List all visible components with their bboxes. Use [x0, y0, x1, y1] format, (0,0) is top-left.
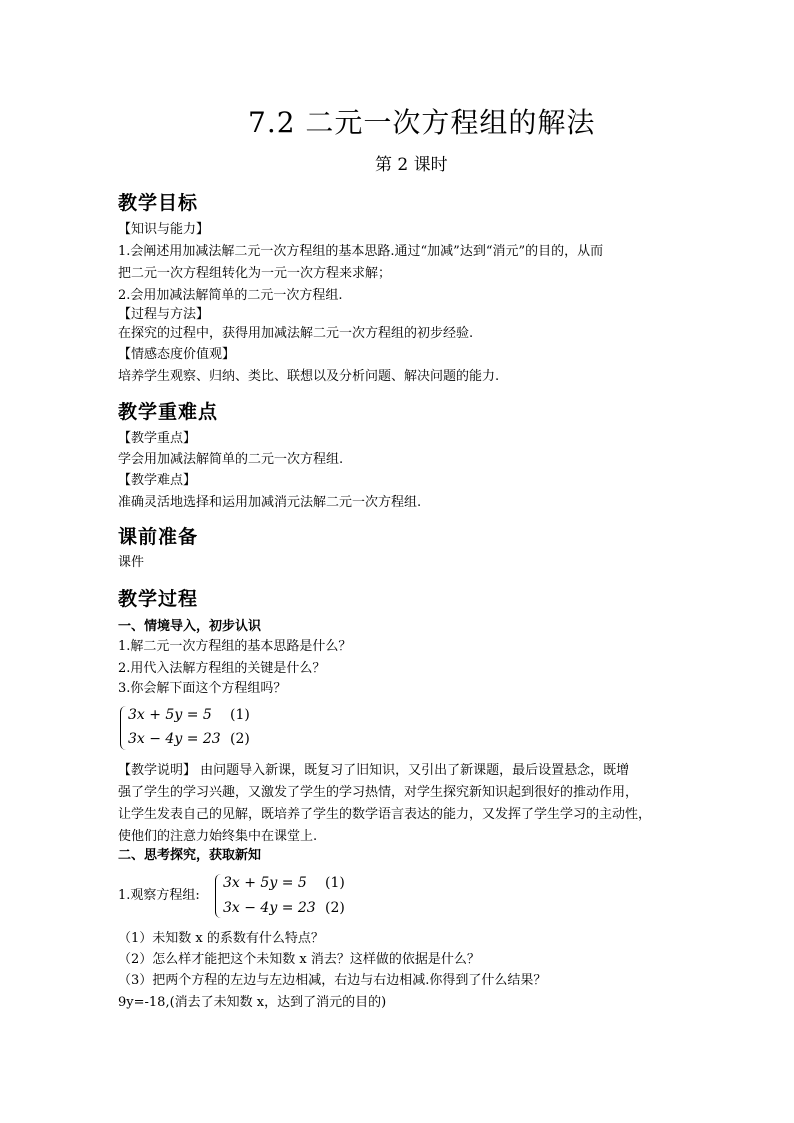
question-1: 1.解二元一次方程组的基本思路是什么？ — [118, 639, 352, 654]
sub-question-3: （3）把两个方程的左边与左边相减，右边与右边相减.你得到了什么结果？ — [118, 973, 547, 988]
emotion-text: 培养学生观察、归纳、类比、联想以及分析问题、解决问题的能力. — [118, 369, 500, 384]
section-heading-preparation: 课前准备 — [118, 526, 199, 548]
key-label: 【教学重点】 — [118, 431, 197, 446]
key-text: 学会用加减法解简单的二元一次方程组. — [118, 452, 344, 467]
question-3: 3.你会解下面这个方程组吗？ — [118, 681, 287, 696]
observe-tag-2: (2) — [325, 900, 345, 916]
observe-label: 1.观察方程组: — [118, 888, 200, 903]
part2-title: 二、思考探究，获取新知 — [118, 848, 262, 863]
result-line: 9y=-18,(消去了未知数 x，达到了消元的目的) — [118, 995, 387, 1010]
observe-equation-2: 3x − 4y = 23 — [223, 900, 316, 916]
system-brace-observe — [215, 874, 222, 918]
system-tag-2: (2) — [230, 731, 250, 747]
preparation-text: 课件 — [118, 555, 145, 570]
section-heading-key-points: 教学重难点 — [118, 401, 219, 423]
system-equation-2: 3x − 4y = 23 — [128, 731, 221, 747]
teaching-note-2: 强了学生的学习兴趣，又激发了学生的学习热情，对学生探究新知识起到很好的推动作用， — [118, 785, 639, 800]
observe-tag-1: (1) — [325, 875, 345, 891]
question-2: 2.用代入法解方程组的关键是什么？ — [118, 661, 326, 676]
equation-system — [118, 704, 318, 754]
section-heading-objectives: 教学目标 — [118, 192, 199, 214]
system-brace — [120, 706, 127, 750]
process-text: 在探究的过程中，获得用加减法解二元一次方程组的初步经验. — [118, 326, 474, 341]
teaching-note-text-1: 由问题导入新课，既复习了旧知识，又引出了新课题，最后设置悬念，既增 — [196, 763, 630, 778]
teaching-note-1 — [118, 762, 629, 780]
section-heading-process: 教学过程 — [118, 588, 199, 610]
sub-question-2: （2）怎么样才能把这个未知数 x 消去？这样做的依据是什么？ — [118, 952, 480, 967]
page-title: 7.2 二元一次方程组的解法 — [248, 106, 596, 139]
equation-system-observe — [213, 872, 453, 922]
knowledge-item-1a: 1.会阐述用加减法解二元一次方程组的基本思路.通过“加减”达到“消元”的目的，从而 — [118, 244, 604, 259]
process-label: 【过程与方法】 — [118, 307, 210, 322]
teaching-note-4: 使他们的注意力始终集中在课堂上. — [118, 829, 318, 844]
part1-title: 一、情境导入，初步认识 — [118, 619, 262, 634]
system-equation-1: 3x + 5y = 5 — [128, 707, 212, 723]
teaching-note-3: 让学生发表自己的见解，既培养了学生的数学语言表达的能力，又发挥了学生学习的主动性， — [118, 807, 652, 822]
page-subtitle: 第 2 课时 — [375, 155, 448, 175]
difficult-label: 【教学难点】 — [118, 473, 197, 488]
teaching-note-label: 【教学说明】 — [118, 763, 197, 778]
knowledge-label: 【知识与能力】 — [118, 222, 210, 237]
knowledge-item-2: 2.会用加减法解简单的二元一次方程组. — [118, 288, 343, 303]
knowledge-item-1b: 把二元一次方程组转化为一元一次方程来求解； — [118, 266, 392, 281]
observe-equation-1: 3x + 5y = 5 — [223, 875, 307, 891]
system-tag-1: (1) — [230, 707, 250, 723]
emotion-label: 【情感态度价值观】 — [118, 347, 236, 362]
sub-question-1: （1）未知数 x 的系数有什么特点？ — [118, 931, 324, 946]
difficult-text: 准确灵活地选择和运用加减消元法解二元一次方程组. — [118, 495, 422, 510]
